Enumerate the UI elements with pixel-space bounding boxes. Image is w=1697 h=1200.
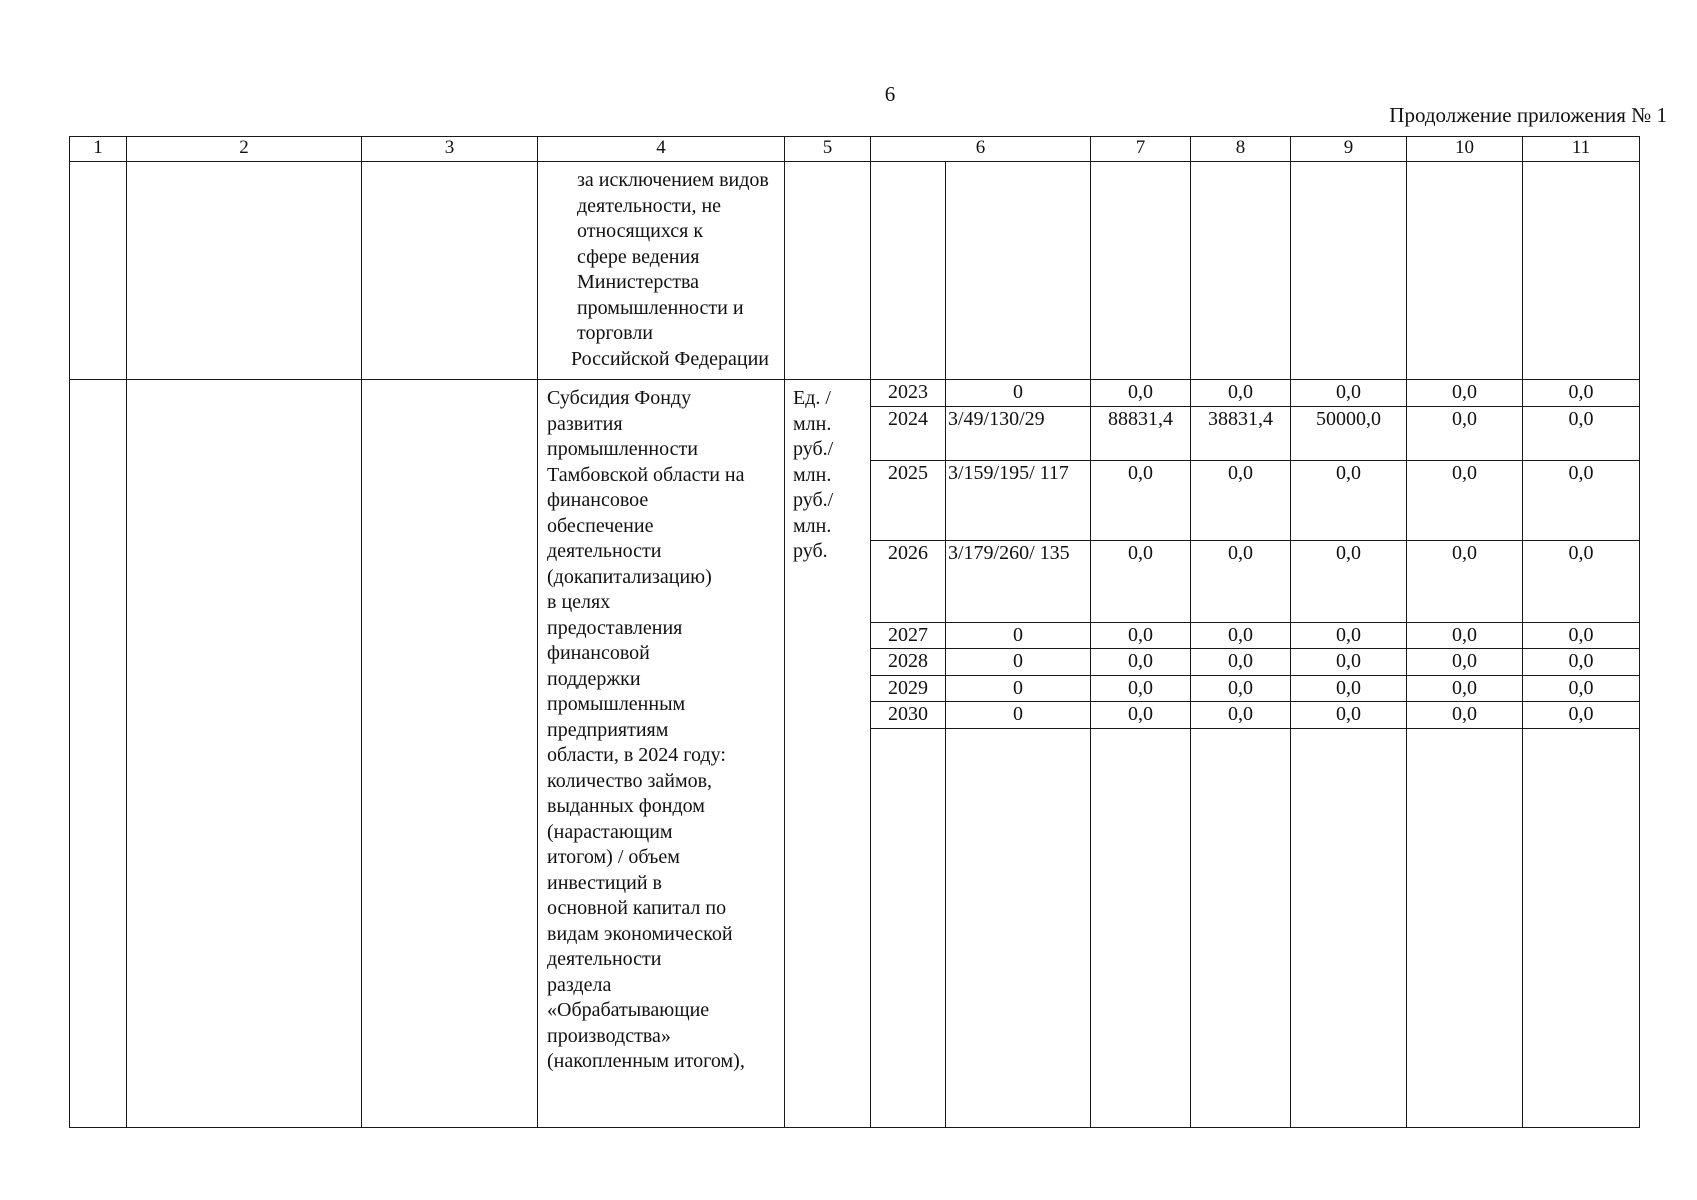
cell-empty	[127, 162, 362, 380]
year-cell: 2025	[871, 460, 946, 540]
year-cell: 2030	[871, 702, 946, 729]
text-line: (докапитализацию)	[547, 565, 712, 588]
text-line: обеспечение	[547, 514, 654, 537]
header-cell: 5	[785, 137, 871, 162]
cell-empty	[1291, 162, 1407, 380]
header-cell: 1	[70, 137, 127, 162]
value-cell: 0,0	[1523, 649, 1640, 676]
cell-empty	[1091, 728, 1191, 1128]
indicator-cell: 3/159/195/ 117	[946, 460, 1091, 540]
cell-empty	[1191, 162, 1291, 380]
value-cell: 0,0	[1091, 460, 1191, 540]
text-line: млн.	[793, 412, 832, 435]
value-cell: 38831,4	[1191, 406, 1291, 460]
text-line: выданных фондом	[547, 795, 705, 817]
text-line: основной капитал по	[547, 897, 727, 919]
text-line: Субсидия Фонду	[547, 387, 692, 409]
unit-of-measure	[785, 380, 871, 1128]
text-line: Ед. /	[793, 387, 831, 409]
header-cell: 3	[362, 137, 538, 162]
cell-empty	[70, 162, 127, 380]
carry-over-row	[70, 162, 1640, 380]
value-cell: 0,0	[1191, 675, 1291, 702]
value-cell: 0,0	[1091, 540, 1191, 622]
value-cell: 0,0	[1091, 649, 1191, 676]
indicator-cell: 0	[946, 649, 1091, 676]
cell-empty	[1407, 728, 1523, 1128]
cell-empty	[1523, 728, 1640, 1128]
value-cell: 0,0	[1291, 380, 1407, 407]
cell-empty	[1091, 162, 1191, 380]
text-line: финансовое	[547, 489, 649, 511]
indicator-cell: 3/179/260/ 135	[946, 540, 1091, 622]
value-cell: 0,0	[1191, 380, 1291, 407]
cell-empty	[1407, 162, 1523, 380]
text-line: деятельности	[547, 948, 662, 970]
text-line: Российской Федерации	[570, 347, 769, 370]
value-cell: 0,0	[1091, 622, 1191, 649]
text-line: Тамбовской области на	[547, 463, 745, 486]
year-cell: 2027	[871, 622, 946, 649]
value-cell: 0,0	[1191, 622, 1291, 649]
value-cell: 0,0	[1291, 540, 1407, 622]
text-line: промышленности	[547, 438, 698, 460]
indicator-cell: 0	[946, 675, 1091, 702]
cell-empty	[1291, 728, 1407, 1128]
value-cell: 0,0	[1291, 460, 1407, 540]
header-cell: 11	[1523, 137, 1640, 162]
year-row	[70, 380, 1640, 407]
value-cell: 0,0	[1407, 675, 1523, 702]
text-line: производства»	[547, 1024, 671, 1047]
text-line: млн.	[793, 514, 832, 537]
year-cell: 2026	[871, 540, 946, 622]
value-cell: 0,0	[1523, 675, 1640, 702]
value-cell: 0,0	[1523, 380, 1640, 407]
text-line: Министерства	[576, 271, 700, 293]
cell-empty	[871, 162, 946, 380]
header-cell: 4	[538, 137, 785, 162]
text-line: в целях	[547, 591, 611, 613]
text-line: итогом) / объем	[547, 846, 680, 868]
value-cell: 0,0	[1191, 649, 1291, 676]
text-line: «Обрабатывающие	[547, 999, 710, 1021]
continuation-label: Продолжение приложения № 1	[1389, 103, 1667, 127]
text-line: финансовой	[547, 642, 650, 664]
header-cell: 10	[1407, 137, 1523, 162]
indicator-cell: 0	[946, 380, 1091, 407]
text-line: руб./	[793, 438, 834, 460]
carry-over-text	[538, 162, 785, 380]
value-cell: 0,0	[1407, 380, 1523, 407]
text-line: руб./	[793, 489, 834, 511]
cell-empty	[1191, 728, 1291, 1128]
year-cell: 2028	[871, 649, 946, 676]
header-cell: 7	[1091, 137, 1191, 162]
text-line: (накопленным итогом),	[547, 1050, 745, 1072]
value-cell: 0,0	[1523, 460, 1640, 540]
cell-empty	[362, 380, 538, 1128]
value-cell: 0,0	[1291, 675, 1407, 702]
text-line: за исключением видов	[576, 169, 769, 191]
text-line: деятельности, не	[576, 194, 722, 217]
value-cell: 50000,0	[1291, 406, 1407, 460]
indicator-cell: 0	[946, 622, 1091, 649]
text-line: области, в 2024 году:	[547, 744, 726, 766]
text-line: предприятиям	[547, 718, 669, 741]
value-cell: 0,0	[1291, 649, 1407, 676]
page-number: 6	[884, 82, 896, 106]
value-cell: 0,0	[1407, 622, 1523, 649]
text-line: инвестиций в	[547, 871, 662, 894]
text-line: видам экономической	[547, 922, 733, 945]
cell-empty	[946, 162, 1091, 380]
text-line: количество займов,	[547, 769, 713, 792]
value-cell: 0,0	[1291, 622, 1407, 649]
cell-empty	[1523, 162, 1640, 380]
cell-empty	[70, 380, 127, 1128]
text-line: промышленности и	[576, 296, 744, 319]
text-line: сфере ведения	[576, 245, 700, 268]
value-cell: 0,0	[1191, 460, 1291, 540]
header-cell: 2	[127, 137, 362, 162]
measure-description	[538, 380, 785, 1128]
cell-empty	[785, 162, 871, 380]
value-cell: 0,0	[1523, 540, 1640, 622]
value-cell: 0,0	[1191, 702, 1291, 729]
value-cell: 0,0	[1523, 406, 1640, 460]
text-line: торговли	[576, 322, 654, 344]
text-line: относящихся к	[576, 220, 704, 242]
text-line: раздела	[547, 973, 612, 996]
cell-empty	[946, 728, 1091, 1128]
value-cell: 0,0	[1407, 460, 1523, 540]
text-line: поддержки	[547, 667, 641, 690]
value-cell: 0,0	[1407, 540, 1523, 622]
value-cell: 0,0	[1523, 702, 1640, 729]
cell-empty	[362, 162, 538, 380]
text-line: деятельности	[547, 540, 662, 562]
year-cell: 2029	[871, 675, 946, 702]
value-cell: 0,0	[1091, 380, 1191, 407]
header-cell: 9	[1291, 137, 1407, 162]
cell-empty	[127, 380, 362, 1128]
value-cell: 0,0	[1291, 702, 1407, 729]
year-cell: 2023	[871, 380, 946, 407]
value-cell: 0,0	[1407, 406, 1523, 460]
text-line: промышленным	[547, 693, 686, 715]
cell-empty	[871, 728, 946, 1128]
value-cell: 0,0	[1407, 702, 1523, 729]
program-table	[69, 136, 1640, 1128]
text-line: млн.	[793, 463, 832, 486]
header-row	[70, 137, 1640, 162]
value-cell: 0,0	[1523, 622, 1640, 649]
text-line: руб.	[793, 540, 828, 562]
indicator-cell: 3/49/130/29	[946, 406, 1091, 460]
text-line: развития	[547, 412, 623, 435]
value-cell: 88831,4	[1091, 406, 1191, 460]
year-cell: 2024	[871, 406, 946, 460]
header-cell: 6	[871, 137, 1091, 162]
value-cell: 0,0	[1091, 675, 1191, 702]
text-line: предоставления	[547, 616, 683, 639]
value-cell: 0,0	[1191, 540, 1291, 622]
value-cell: 0,0	[1407, 649, 1523, 676]
indicator-cell: 0	[946, 702, 1091, 729]
text-line: (нарастающим	[547, 820, 673, 843]
value-cell: 0,0	[1091, 702, 1191, 729]
header-cell: 8	[1191, 137, 1291, 162]
